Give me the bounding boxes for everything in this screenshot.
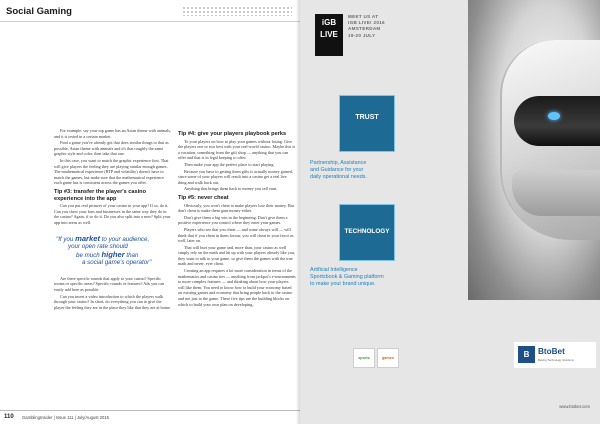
trust-description: Partnership, Assistance and Guidance for your daily operational needs. bbox=[310, 160, 367, 180]
robot-jaw bbox=[512, 170, 600, 216]
section-header bbox=[0, 0, 300, 22]
article-column-1 bbox=[54, 128, 172, 311]
btobet-mark-icon: B bbox=[518, 346, 535, 363]
page-number: 110 bbox=[4, 414, 14, 420]
paragraph: For example, say your top game has an Asian theme with animals, and it is tested in a certain market. bbox=[54, 128, 172, 139]
paragraph: That will hurt your game and, more than, your casino as well simply rely on the math and hit up with your players already like you, they want to talk to your game, so give them the games with the true math and never, ever cheat. bbox=[178, 244, 295, 267]
paragraph: Find a game you've already got that does similar things to that as possible. Asian theme with animals and it's that roughly the same graphic style and color, then take that one. bbox=[54, 140, 169, 157]
paragraph: Don't give them a big win in the beginning. Don't give them a positive experience you control where they enter your games. bbox=[178, 214, 288, 226]
games-badge: games bbox=[377, 348, 399, 368]
subheading: Tip #3: transfer the player's casino experience into the app bbox=[54, 188, 147, 202]
trust-label: TRUST bbox=[355, 114, 379, 121]
technology-label: TECHNOLOGY bbox=[344, 228, 390, 235]
paragraph: Players who see that you cheat — and some always will — will think that if you cheat in them favour, you will cheat in your favor as well, later on. bbox=[178, 226, 294, 244]
btobet-name: BtoBet bbox=[538, 347, 565, 356]
dot-pattern bbox=[182, 6, 292, 16]
paragraph: Because you have to getting them gifts is actually money gained, since some of your players will result into a casino get a real live thing and walk back out. bbox=[178, 168, 293, 185]
paragraph: Can you insert a video introduction to which the players walk through your casino? In short, do everything you can to give the player the feeling they are in the place they like that they are at home. bbox=[54, 293, 171, 310]
sports-badge: sports bbox=[353, 348, 375, 368]
igb-live-logo: iGB LIVE bbox=[315, 14, 343, 56]
btobet-tagline: Betting Technology Solutions bbox=[538, 358, 574, 362]
publication-info: GamblingInsider | Issue 111 | July/August 2015 bbox=[22, 415, 109, 420]
article-column-2 bbox=[178, 128, 296, 308]
event-info: MEET US AT IGB LIVE! 2016 AMSTERDAM 19-20 JULY bbox=[348, 14, 385, 38]
paragraph: Can you put real pictures of your casino in your app? If so, do it. Can you show your bars and businesses in the same way they do in the casino? Again, if so do it. Do you also split into a new? Split your app into areas as well. bbox=[54, 203, 171, 225]
page-footer bbox=[0, 410, 300, 424]
paragraph: Then make your app the perfect place to start playing. bbox=[184, 161, 275, 167]
robot-visor bbox=[514, 96, 600, 146]
trust-box bbox=[339, 95, 395, 152]
paragraph: In this case, you want to match the graphic experience first. That will give players the feeling they are playing similar enough games. The mathematical experience (RTP and volatility) doesn't have to match the games, but make sure that the mathematical experience each game has is consistent across the games you offer. bbox=[54, 157, 169, 186]
technology-description: Artificial Intelligence Sportsbook & Gaming platform to make your brand unique. bbox=[310, 267, 384, 287]
btobet-logo bbox=[514, 342, 596, 368]
pull-quote: "If you market to your audience, your open rate should be much higher than a social game's operator" bbox=[56, 233, 152, 267]
paragraph: Creating an app requires a lot more consideration in terms of the mathematics and casino ties — anything from jackpot's e-tournaments to more complex features — and thinking about how your players will like them. You need to know how to build your economy based on existing games and economy that bring people back to the casino and not just to the game. These five tips are the building blocks on which to build your own plan on developing. bbox=[178, 268, 296, 307]
section-title: Social Gaming bbox=[6, 6, 72, 17]
paragraph: Anything that brings them back to money you sell earn. bbox=[184, 186, 278, 192]
subheading: Tip #5: never cheat bbox=[178, 194, 229, 201]
advert-page bbox=[300, 0, 600, 424]
paragraph: Are there specific rounds that apply to your casino? Specific rooms or specific areas? Specific rounds or features? Ads you can easily add here as possible. bbox=[54, 275, 165, 293]
robot-eye-icon bbox=[548, 112, 560, 120]
subheading: Tip #4: give your players playbook perks bbox=[178, 131, 287, 137]
paragraph: To your players on how to play your games without losing. Give the players one or two best with your real-world casino. Maybe this is a vacation, something from the gift shop — anything that you can offer and that is in legal keeping to offer. bbox=[178, 138, 296, 161]
paragraph: Obviously, you won't cheat to make players lose their money. But don't cheat to make them gain money either. bbox=[178, 202, 294, 214]
website-link[interactable]: www.btobet.com bbox=[559, 404, 590, 409]
technology-box bbox=[339, 204, 395, 261]
